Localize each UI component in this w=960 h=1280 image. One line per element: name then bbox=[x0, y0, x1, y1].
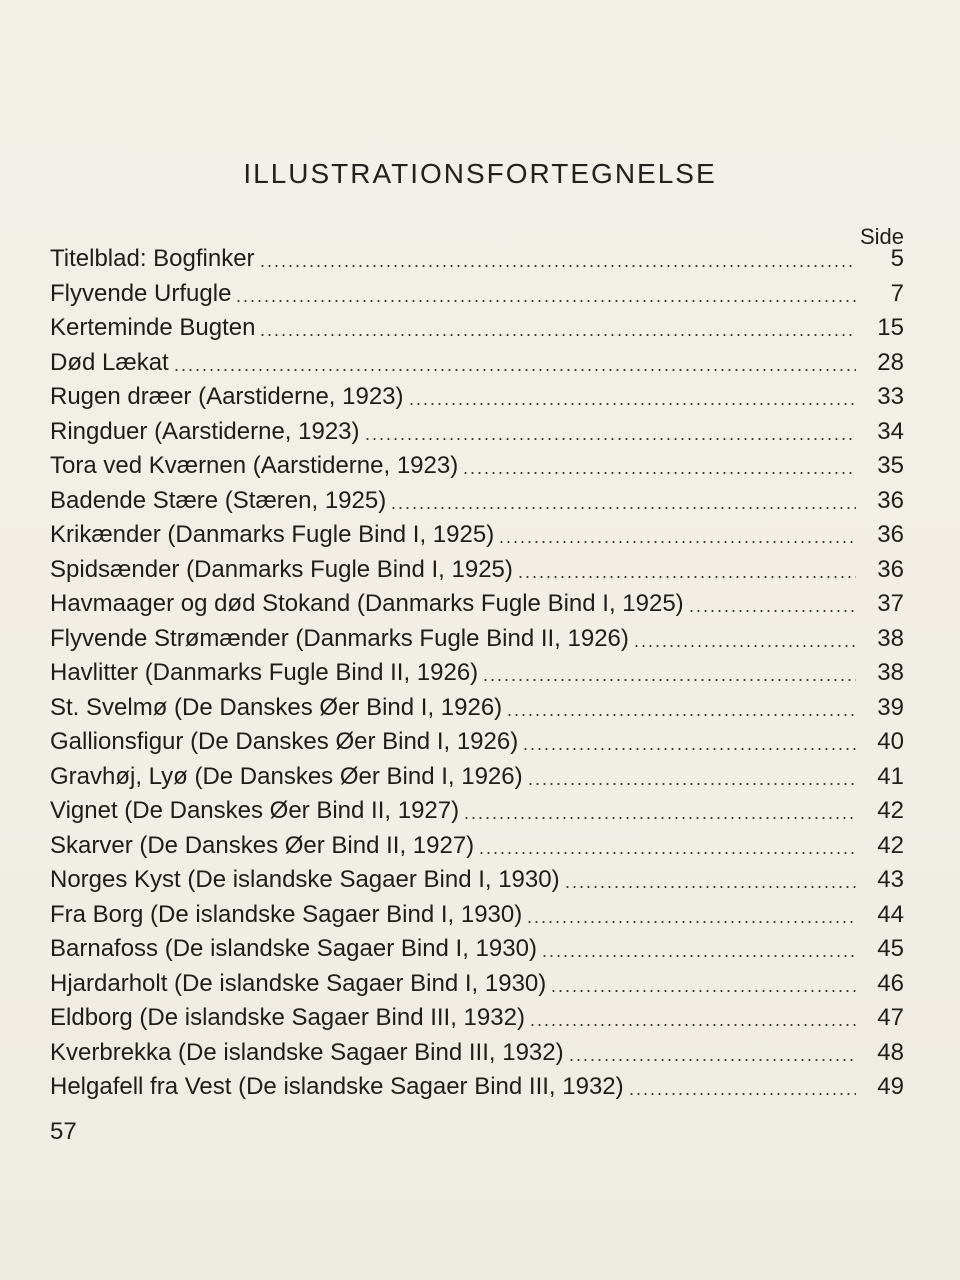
entry-page-number: 33 bbox=[877, 383, 904, 410]
dot-leader bbox=[541, 953, 856, 959]
dot-leader bbox=[688, 608, 856, 614]
entry-label: Skarver (De Danskes Øer Bind II, 1927) bbox=[50, 831, 475, 859]
entry-label: Hjardarholt (De islandske Sagaer Bind I, 1930) bbox=[50, 969, 547, 997]
entry-label: Krikænder (Danmarks Fugle Bind I, 1925) bbox=[50, 521, 495, 548]
dot-leader bbox=[506, 712, 856, 718]
dot-leader bbox=[633, 643, 856, 649]
entry-label: St. Svelmø (De Danskes Øer Bind I, 1926) bbox=[50, 693, 503, 721]
entry-label: Vignet (De Danskes Øer Bind II, 1927) bbox=[50, 797, 460, 824]
side-column-label: Side bbox=[859, 224, 904, 249]
list-item bbox=[50, 311, 904, 346]
dot-leader bbox=[364, 436, 856, 442]
list-item bbox=[50, 656, 904, 691]
list-item bbox=[50, 829, 904, 864]
entry-page-number: 42 bbox=[877, 797, 904, 824]
entry-page-number: 46 bbox=[877, 969, 904, 997]
entry-label: Badende Stære (Stæren, 1925) bbox=[50, 486, 387, 514]
list-item bbox=[50, 553, 904, 588]
illustration-list bbox=[50, 242, 904, 1105]
entry-label: Titelblad: Bogfinker bbox=[50, 245, 255, 272]
entry-label: Barnafoss (De islandske Sagaer Bind I, 1930) bbox=[50, 935, 537, 962]
list-item bbox=[50, 967, 904, 1002]
list-item bbox=[50, 794, 904, 829]
entry-page-number: 7 bbox=[890, 279, 904, 307]
entry-label: Norges Kyst (De islandske Sagaer Bind I, 1930) bbox=[50, 866, 560, 893]
entry-label: Flyvende Urfugle bbox=[50, 279, 232, 307]
dot-leader bbox=[408, 401, 856, 407]
entry-page-number: 47 bbox=[877, 1004, 904, 1031]
list-item bbox=[50, 760, 904, 795]
entry-label: Flyvende Strømænder (Danmarks Fugle Bind II, 1926) bbox=[50, 624, 629, 652]
dot-leader bbox=[259, 332, 856, 338]
dot-leader bbox=[526, 919, 856, 925]
entry-page-number: 15 bbox=[877, 314, 904, 341]
entry-label: Ringduer (Aarstiderne, 1923) bbox=[50, 417, 360, 445]
entry-page-number: 36 bbox=[877, 486, 904, 514]
entry-page-number: 35 bbox=[877, 452, 904, 479]
entry-label: Gravhøj, Lyø (De Danskes Øer Bind I, 1926) bbox=[50, 762, 523, 790]
entry-label: Kverbrekka (De islandske Sagaer Bind III, 1932) bbox=[50, 1038, 564, 1066]
entry-label: Eldborg (De islandske Sagaer Bind III, 1932) bbox=[50, 1004, 525, 1031]
entry-label: Gallionsfigur (De Danskes Øer Bind I, 1926) bbox=[50, 728, 519, 755]
dot-leader bbox=[259, 263, 856, 269]
dot-leader bbox=[498, 539, 856, 545]
entry-page-number: 36 bbox=[877, 521, 904, 548]
entry-page-number: 45 bbox=[877, 935, 904, 962]
list-item bbox=[50, 277, 904, 312]
list-item bbox=[50, 691, 904, 726]
list-item bbox=[50, 622, 904, 657]
entry-page-number: 44 bbox=[877, 900, 904, 928]
entry-label: Helgafell fra Vest (De islandske Sagaer Bind III, 1932) bbox=[50, 1073, 624, 1100]
dot-leader bbox=[462, 470, 856, 476]
list-item bbox=[50, 1070, 904, 1105]
dot-leader bbox=[463, 815, 856, 821]
entry-page-number: 38 bbox=[877, 659, 904, 686]
entry-label: Havmaager og død Stokand (Danmarks Fugle Bind I, 1925) bbox=[50, 590, 684, 617]
list-item bbox=[50, 484, 904, 519]
list-item bbox=[50, 415, 904, 450]
entry-label: Rugen dræer (Aarstiderne, 1923) bbox=[50, 383, 404, 410]
dot-leader bbox=[517, 574, 856, 580]
entry-page-number: 34 bbox=[877, 417, 904, 445]
entry-page-number: 36 bbox=[877, 555, 904, 583]
page-number: 57 bbox=[50, 1118, 77, 1145]
page-title: ILLUSTRATIONSFORTEGNELSE bbox=[243, 158, 717, 189]
entry-page-number: 28 bbox=[877, 348, 904, 376]
entry-page-number: 49 bbox=[877, 1073, 904, 1100]
dot-leader bbox=[235, 298, 856, 304]
dot-leader bbox=[568, 1057, 856, 1063]
entry-page-number: 37 bbox=[877, 590, 904, 617]
dot-leader bbox=[478, 850, 856, 856]
entry-label: Kerteminde Bugten bbox=[50, 314, 256, 341]
dot-leader bbox=[522, 746, 856, 752]
dot-leader bbox=[173, 367, 856, 373]
entry-label: Spidsænder (Danmarks Fugle Bind I, 1925) bbox=[50, 555, 513, 583]
entry-page-number: 40 bbox=[877, 728, 904, 755]
list-item bbox=[50, 725, 904, 760]
entry-page-number: 41 bbox=[877, 762, 904, 790]
list-item bbox=[50, 932, 904, 967]
list-item bbox=[50, 449, 904, 484]
list-item bbox=[50, 346, 904, 381]
list-item bbox=[50, 1036, 904, 1071]
dot-leader bbox=[527, 781, 856, 787]
dot-leader bbox=[564, 884, 856, 890]
entry-page-number: 43 bbox=[877, 866, 904, 893]
list-item bbox=[50, 1001, 904, 1036]
entry-label: Havlitter (Danmarks Fugle Bind II, 1926) bbox=[50, 659, 479, 686]
entry-page-number: 38 bbox=[877, 624, 904, 652]
dot-leader bbox=[482, 677, 856, 683]
list-item bbox=[50, 587, 904, 622]
entry-page-number: 5 bbox=[890, 245, 904, 272]
dot-leader bbox=[529, 1022, 856, 1028]
list-item bbox=[50, 898, 904, 933]
dot-leader bbox=[390, 505, 856, 511]
entry-page-number: 42 bbox=[877, 831, 904, 859]
dot-leader bbox=[628, 1091, 856, 1097]
list-item bbox=[50, 380, 904, 415]
entry-page-number: 48 bbox=[877, 1038, 904, 1066]
entry-label: Fra Borg (De islandske Sagaer Bind I, 1930) bbox=[50, 900, 523, 928]
entry-label: Tora ved Kværnen (Aarstiderne, 1923) bbox=[50, 452, 459, 479]
list-item bbox=[50, 518, 904, 553]
entry-page-number: 39 bbox=[877, 693, 904, 721]
list-item bbox=[50, 863, 904, 898]
dot-leader bbox=[550, 988, 856, 994]
list-item bbox=[50, 242, 904, 277]
entry-label: Død Lækat bbox=[50, 348, 169, 376]
